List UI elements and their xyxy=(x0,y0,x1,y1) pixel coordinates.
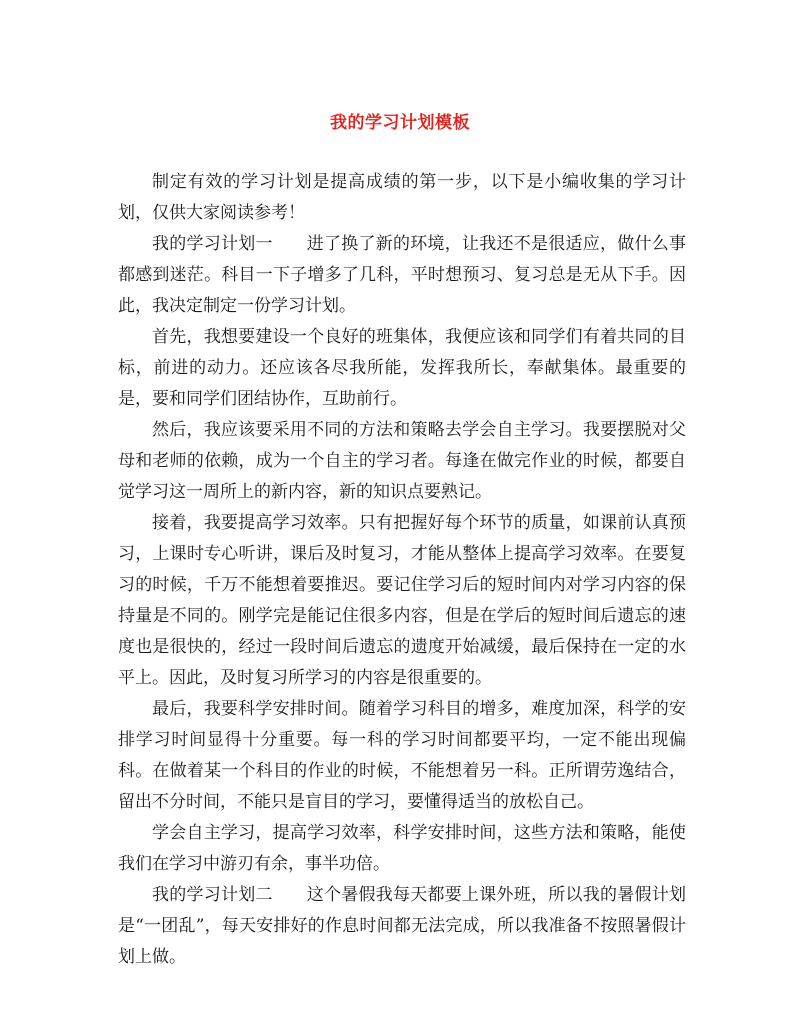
paragraph-then: 然后，我应该要采用不同的方法和策略去学会自主学习。我要摆脱对父母和老师的依赖，成为一个自主的学习者。每逢在做完作业的时候，都要自觉学习这一周所上的新内容，新的知识点要熟记。 xyxy=(118,420,686,502)
section-subtitle: 我的学习计划二 xyxy=(152,885,273,905)
paragraph-intro: 制定有效的学习计划是提高成绩的第一步，以下是小编收集的学习计划，仅供大家阅读参考！ xyxy=(118,172,686,223)
paragraph-plan-one xyxy=(118,229,686,322)
paragraph-next: 接着，我要提高学习效率。只有把握好每个环节的质量，如课前认真预习，上课时专心听讲，课后及时复习，才能从整体上提高学习效率。在要复习的时候，千万不能想着要推迟。要记住学习后的短时间内对学习内容的保持量是不同的。刚学完是能记住很多内容，但是在学后的短时间后遗忘的速度也是很快的，经过一段时间后遗忘的遗度开始减缓，最后保持在一定的水平上。因此，及时复习所学习的内容是很重要的。 xyxy=(118,513,686,688)
paragraph-finally: 最后，我要科学安排时间。随着学习科目的增多，难度加深，科学的安排学习时间显得十分重要。每一科的学习时间都要平均，一定不能出现偏科。在做着某一个科目的作业的时候，不能想着另一科。正所谓劳逸结合，留出不分时间，不能只是盲目的学习，要懂得适当的放松自己。 xyxy=(118,699,686,812)
section-subtitle: 我的学习计划一 xyxy=(152,234,273,254)
paragraph-plan-two xyxy=(118,880,686,973)
document-body xyxy=(118,167,686,973)
paragraph-text: 这个暑假我每天都要上课外班，所以我的暑假计划是“一团乱”，每天安排好的作息时间都无法完成，所以我准备不按照暑假计划上做。 xyxy=(118,885,686,967)
paragraph-text: 进了换了新的环境，让我还不是很适应，做什么事都感到迷茫。科目一下子增多了几科，平时想预习、复习总是无从下手。因此，我决定制定一份学习计划。 xyxy=(118,234,686,316)
document-title: 我的学习计划模板 xyxy=(330,113,470,133)
paragraph-first: 首先，我想要建设一个良好的班集体，我便应该和同学们有着共同的目标，前进的动力。还应该各尽我所能，发挥我所长，奉献集体。最重要的是，要和同学们团结协作，互助前行。 xyxy=(118,327,686,409)
paragraph-summary: 学会自主学习，提高学习效率，科学安排时间，这些方法和策略，能使我们在学习中游刃有余，事半功倍。 xyxy=(118,823,686,874)
